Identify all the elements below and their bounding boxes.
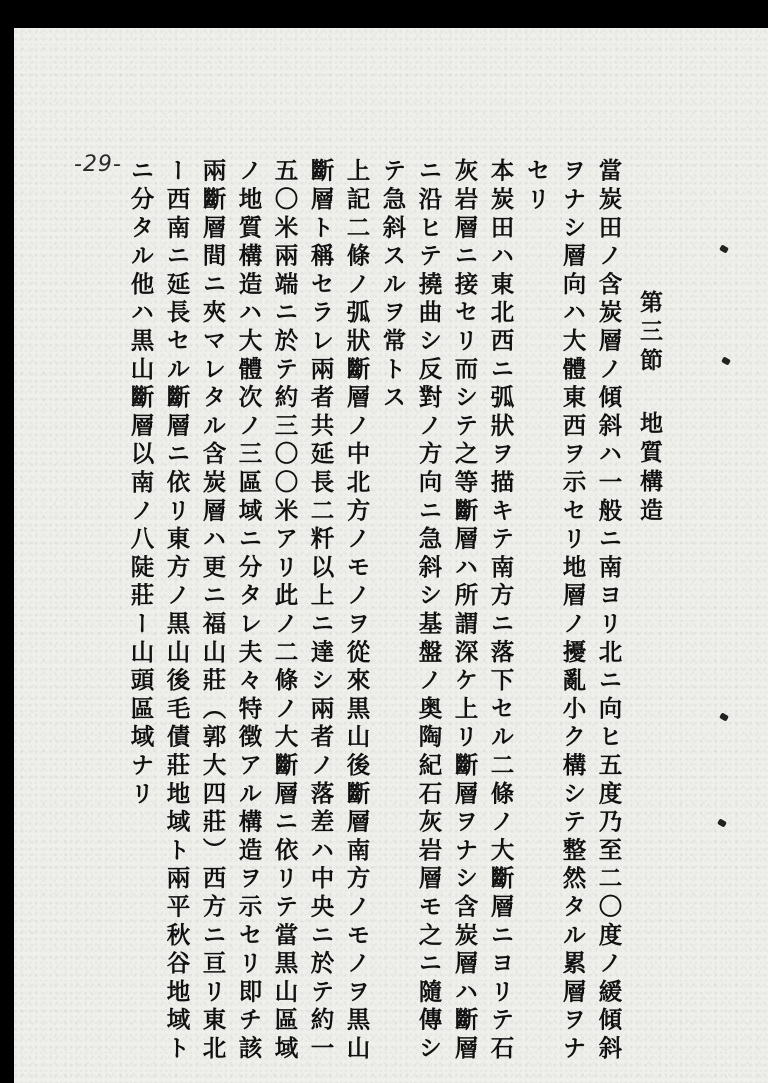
text-column-1: 當炭田ノ含炭層ノ傾斜ハ一般ニ南ヨリ北ニ向ヒ五度乃至二〇度ノ緩傾斜 [594, 158, 623, 1064]
text-column-12: 兩斷層間ニ夾マレタル含炭層ハ更ニ福山莊（郭大四莊）西方ニ亘リ東北 [198, 158, 227, 1064]
document-page [14, 28, 768, 1083]
text-column-10: 五〇米兩端ニ於テ約三〇〇米アリ此ノ二條ノ大斷層ニ依リテ當黒山區域 [270, 158, 299, 1064]
page-number: -29- [74, 152, 122, 177]
scan-speck [719, 712, 729, 721]
text-column-13: ー西南ニ延長セル斷層ニ依リ東方ノ黒山後毛債莊地域ト兩平秋谷地域ト [162, 158, 191, 1064]
section-heading [638, 290, 661, 527]
scan-speck [721, 356, 731, 365]
text-column-7: テ急斜スルヲ常トス [378, 158, 407, 413]
section-title: 地質構造 [636, 411, 663, 527]
section-number: 第三節 [636, 290, 663, 377]
text-column-4: 本炭田ハ東北西ニ弧狀ヲ描キテ南方ニ落下セル二條ノ大斷層ニヨリテ石 [486, 158, 515, 1064]
scan-speck [717, 818, 727, 827]
text-column-14: ニ分タル他ハ黒山斷層以南ノ八陡莊ー山頭區域ナリ [126, 158, 155, 809]
text-column-5: 灰岩層ニ接セリ而シテ之等斷層ハ所謂深ケ上リ斷層ヲナシ含炭層ハ斷層 [450, 158, 479, 1064]
scan-speck [719, 244, 729, 253]
text-column-3: セリ [522, 158, 551, 215]
text-column-11: ノ地質構造ハ大體次ノ三區域ニ分タレ夫々特徴アル構造ヲ示セリ即チ該 [234, 158, 263, 1064]
text-column-8: 上記二條ノ弧狀斷層ノ中北方ノモノヲ從來黒山後斷層南方ノモノヲ黒山 [342, 158, 371, 1064]
text-column-9: 斷層ト稱セラレ兩者共延長二粁以上ニ達シ兩者ノ落差ハ中央ニ於テ約一 [306, 158, 335, 1064]
text-column-6: ニ沿ヒテ撓曲シ反對ノ方向ニ急斜シ基盤ノ奥陶紀石灰岩層モ之ニ隨傳シ [414, 158, 443, 1064]
text-column-2: ヲナシ層向ハ大體東西ヲ示セリ地層ノ擾亂小ク構シテ整然タル累層ヲナ [558, 158, 587, 1064]
